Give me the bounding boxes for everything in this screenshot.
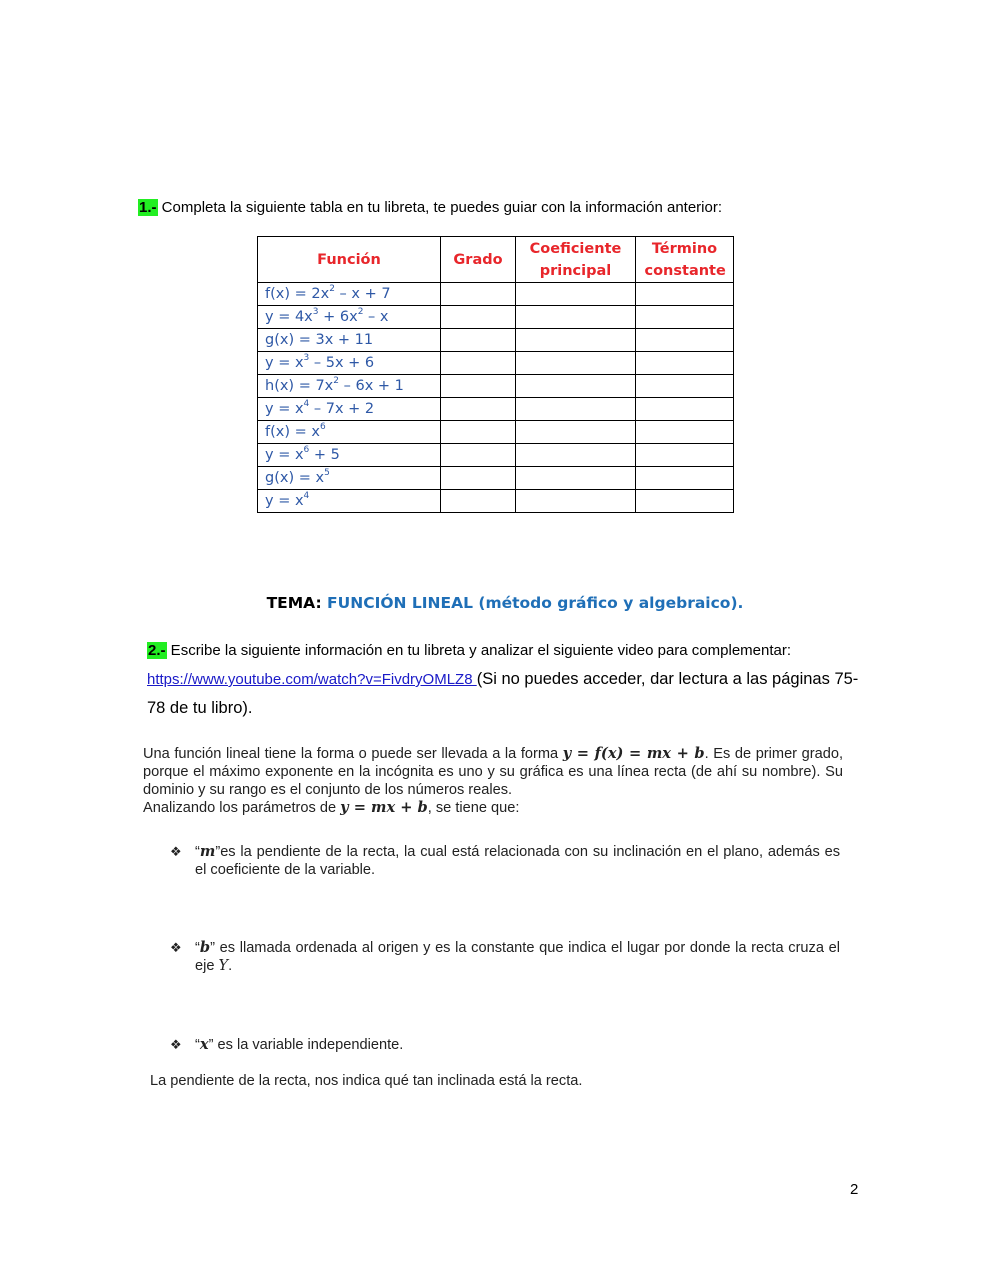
functions-table	[257, 236, 734, 513]
header-coeficiente: Coeficiente principal	[516, 237, 636, 283]
definition-paragraph: Una función lineal tiene la forma o puede ser llevada a la forma y = f(x) = mx + b. Es de primer grado, porque el máximo exponente en la incógnita es uno y su gráfica es una línea recta (de ahí su nombre). Su dominio y su rango es el conjunto de los números reales. Analizando los parámetros de y = mx + b, se tiene que:	[143, 745, 843, 816]
coeficiente-cell	[516, 490, 636, 513]
coeficiente-cell	[516, 352, 636, 375]
grado-cell	[441, 421, 516, 444]
termino-cell	[636, 306, 734, 329]
function-cell: $y = x^4 - 7x + 2$	[258, 398, 441, 421]
coeficiente-cell	[516, 398, 636, 421]
termino-cell	[636, 352, 734, 375]
function-cell: $y = x^4$	[258, 490, 441, 513]
coeficiente-cell	[516, 306, 636, 329]
question-2-text: Escribe la siguiente información en tu libreta y analizar el siguiente video para complementar:	[166, 642, 792, 659]
table-row	[258, 444, 734, 467]
coeficiente-cell	[516, 375, 636, 398]
function-cell: $y = x^3 - 5x + 6$	[258, 352, 441, 375]
table-row	[258, 467, 734, 490]
termino-cell	[636, 375, 734, 398]
question-2	[147, 637, 867, 723]
table-row	[258, 398, 734, 421]
function-cell: $h(x) = 7x^2 - 6x + 1$	[258, 375, 441, 398]
termino-cell	[636, 283, 734, 306]
grado-cell	[441, 306, 516, 329]
termino-cell	[636, 329, 734, 352]
table-row	[258, 490, 734, 513]
grado-cell	[441, 467, 516, 490]
termino-cell	[636, 467, 734, 490]
table-header-row	[258, 237, 734, 283]
pendiente-note: La pendiente de la recta, nos indica qué tan inclinada está la recta.	[150, 1073, 583, 1089]
question-1	[138, 199, 722, 216]
bullet-m: ❖ “m”es la pendiente de la recta, la cual está relacionada con su inclinación en el plano, además es el coeficiente de la variable.	[170, 843, 840, 878]
grado-cell	[441, 375, 516, 398]
page-number: 2	[850, 1181, 859, 1198]
termino-cell	[636, 444, 734, 467]
question-2-note: (Si no puedes acceder, dar lectura a las páginas 75-78 de tu libro).	[147, 670, 859, 717]
diamond-bullet-icon: ❖	[170, 1037, 182, 1052]
table-row	[258, 375, 734, 398]
question-1-number: 1.-	[139, 199, 157, 216]
question-1-text: Completa la siguiente tabla en tu libreta, te puedes guiar con la información anterior:	[157, 199, 723, 216]
formula-params: y = mx + b	[340, 799, 428, 816]
bullet-b: ❖ “b” es llamada ordenada al origen y es la constante que indica el lugar por donde la recta cruza el eje Y.	[170, 939, 840, 974]
table-row	[258, 329, 734, 352]
function-cell: $g(x) = x^5$	[258, 467, 441, 490]
grado-cell	[441, 490, 516, 513]
coeficiente-cell	[516, 329, 636, 352]
function-cell: $y = x^6 + 5$	[258, 444, 441, 467]
diamond-bullet-icon: ❖	[170, 844, 182, 859]
header-funcion: Función	[258, 237, 441, 283]
table-row	[258, 283, 734, 306]
coeficiente-cell	[516, 467, 636, 490]
table-row	[258, 421, 734, 444]
topic-label: TEMA:	[266, 594, 328, 612]
function-cell: g(x) = 3x + 11	[258, 329, 441, 352]
diamond-bullet-icon: ❖	[170, 940, 182, 955]
bullet-x: ❖ “x” es la variable independiente.	[170, 1036, 404, 1053]
termino-cell	[636, 421, 734, 444]
function-cell: $y = 4x^3 + 6x^2 - x$	[258, 306, 441, 329]
coeficiente-cell	[516, 283, 636, 306]
coeficiente-cell	[516, 444, 636, 467]
topic-heading	[0, 594, 990, 612]
grado-cell	[441, 398, 516, 421]
function-cell: $f(x) = 2x^2 - x + 7$	[258, 283, 441, 306]
grado-cell	[441, 329, 516, 352]
termino-cell	[636, 398, 734, 421]
header-grado: Grado	[441, 237, 516, 283]
grado-cell	[441, 283, 516, 306]
table-row	[258, 306, 734, 329]
question-2-number: 2.-	[148, 642, 166, 659]
grado-cell	[441, 444, 516, 467]
function-cell: $f(x) = x^6$	[258, 421, 441, 444]
topic-title: FUNCIÓN LINEAL (método gráfico y algebraico).	[327, 594, 744, 612]
coeficiente-cell	[516, 421, 636, 444]
termino-cell	[636, 490, 734, 513]
video-link[interactable]: https://www.youtube.com/watch?v=FivdryOMLZ8	[147, 671, 477, 688]
grado-cell	[441, 352, 516, 375]
formula-main: y = f(x) = mx + b	[562, 745, 705, 762]
header-termino: Término constante	[636, 237, 734, 283]
table-row	[258, 352, 734, 375]
